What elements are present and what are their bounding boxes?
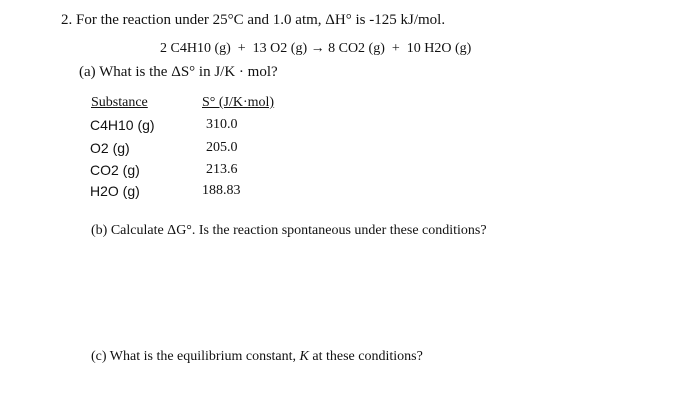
entropy-value-cell: 213.6 [206,162,238,177]
substance-cell: O2 (g) [90,140,130,156]
entropy-value-cell: 310.0 [206,117,238,132]
substance-cell: C4H10 (g) [90,117,155,133]
table-header-substance: Substance [91,95,148,110]
entropy-value-cell: 188.83 [202,183,241,198]
entropy-value-cell: 205.0 [206,140,238,155]
part-a-question: (a) What is the ΔS° in J/K · mol? [79,64,278,80]
problem-statement: 2. For the reaction under 25°C and 1.0 atm, ΔH° is -125 kJ/mol. [61,12,446,28]
substance-cell: CO2 (g) [90,162,140,178]
part-c-suffix: at these conditions? [308,349,423,364]
reaction-equation: 2 C4H10 (g) + 13 O2 (g) → 8 CO2 (g) + 10 H2O (g) [160,41,472,56]
part-c-prefix: (c) What is the equilibrium constant, [91,349,300,364]
substance-cell: H2O (g) [90,183,140,199]
table-header-entropy: S° (J/K·mol) [202,95,275,110]
part-c-question [91,349,423,365]
part-c-variable: K [299,349,309,364]
part-b-question: (b) Calculate ΔG°. Is the reaction spontaneous under these conditions? [91,223,487,238]
